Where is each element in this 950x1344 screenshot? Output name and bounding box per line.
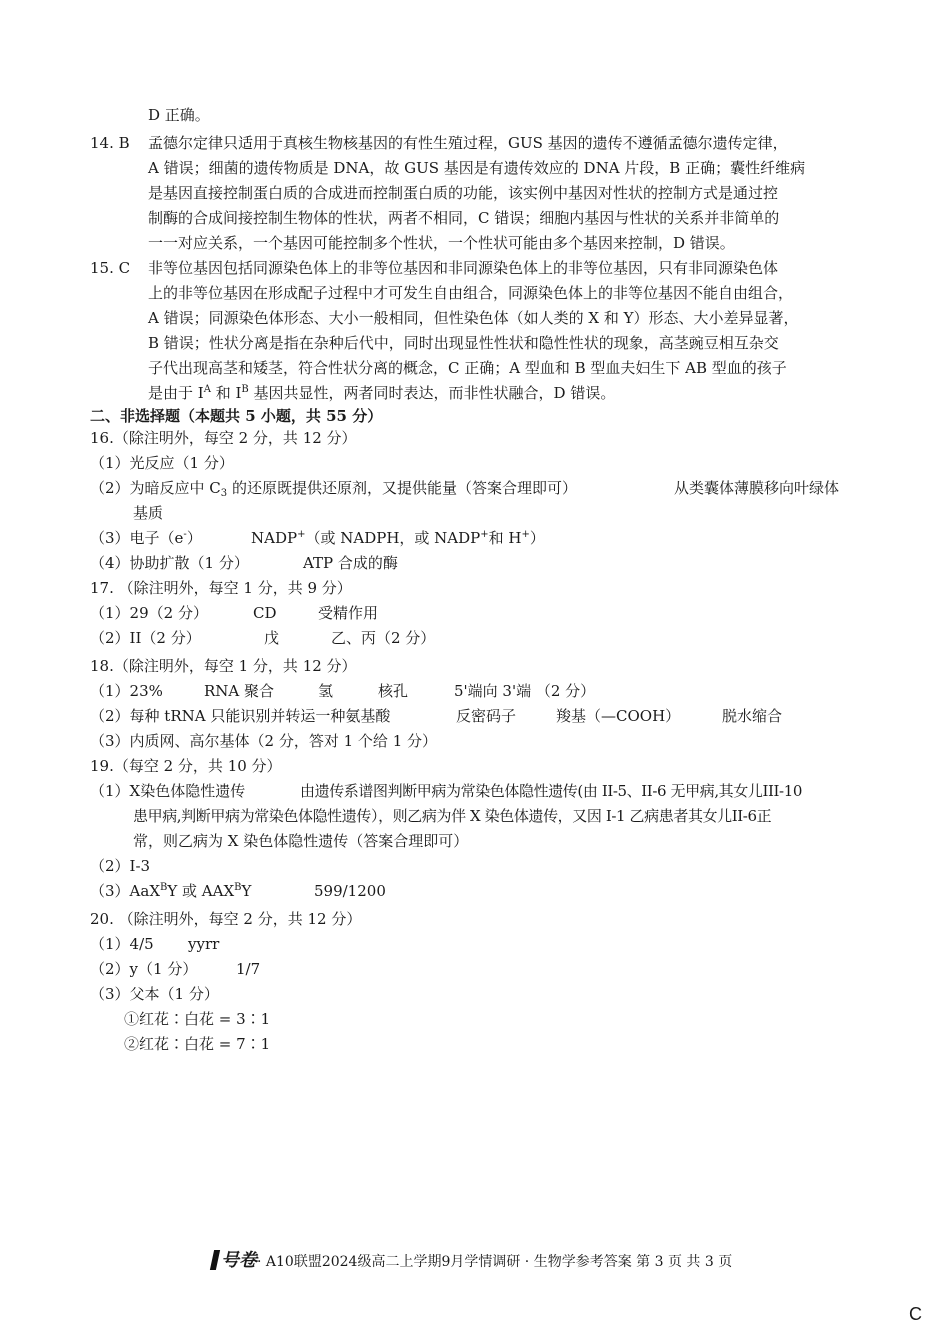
q14-num: 14.: [90, 134, 114, 152]
q18-answer: RNA 聚合: [204, 682, 275, 700]
q16-part4-answer: ATP 合成的酶: [303, 554, 398, 572]
text: ）: [186, 529, 202, 547]
q17-answer: CD: [253, 604, 277, 622]
q19-answer: 599/1200: [314, 882, 386, 900]
q14-line: 制酶的合成间接控制生物体的性状，两者不相同，C 错误；细胞内基因与性状的关系并非简单的: [148, 209, 780, 227]
footer-text: · A10联盟2024级高二上学期9月学情调研 · 生物学参考答案 第 3 页 共 3 页: [257, 1254, 733, 1270]
text: 基因共显性，两者同时表达，而非性状融合，D 错误。: [248, 384, 616, 402]
q16-part2-answer: 从类囊体薄膜移向叶绿体: [674, 479, 840, 497]
q20-result: ②红花∶白花 = 7∶1: [124, 1035, 271, 1053]
q16-part3-answer: [251, 528, 545, 548]
q19-part1-explanation: 常，则乙病为 X 染色体隐性遗传（答案合理即可）: [133, 832, 469, 850]
q17-answer: 受精作用: [318, 604, 379, 622]
q14-line: 一一对应关系，一个基因可能控制多个性状，一个性状可能由多个基因来控制，D 错误。: [148, 234, 735, 252]
q16-part2: [90, 478, 577, 498]
q20-part1: （1）4/5: [90, 935, 154, 953]
q18-answer: 羧基（—COOH）: [556, 707, 681, 725]
q15-line: 子代出现高茎和矮茎，符合性状分离的概念，C 正确；A 型血和 B 型血夫妇生下 AB 型血的孩子: [148, 359, 787, 377]
q14-number: [90, 133, 130, 153]
q20-answer: yyrr: [188, 935, 220, 953]
q19-part3: [90, 881, 251, 901]
text: （或 NADPH，或 NADP: [305, 529, 481, 547]
q18-part3: （3）内质网、高尔基体（2 分，答对 1 个给 1 分）: [90, 732, 438, 750]
q19-part1: （1）X染色体隐性遗传: [90, 782, 246, 800]
q18-answer: 5'端向 3'端 （2 分）: [454, 682, 596, 700]
q15-answer: C: [118, 259, 131, 277]
text: 和 H: [488, 529, 522, 547]
q16-part4: （4）协助扩散（1 分）: [90, 554, 249, 572]
q17-heading: 17. （除注明外，每空 1 分，共 9 分）: [90, 579, 352, 597]
text: NADP: [251, 529, 298, 547]
q17-part1: （1）29（2 分）: [90, 604, 208, 622]
sup: B: [234, 882, 242, 893]
q17-part2: （2）II（2 分）: [90, 629, 201, 647]
q15-line: B 错误；性状分离是指在杂种后代中，同时出现显性性状和隐性性状的现象，高茎豌豆相互杂交: [148, 334, 779, 352]
q16-part1: （1）光反应（1 分）: [90, 454, 234, 472]
sup: +: [297, 529, 306, 540]
q17-answer: 戊: [264, 629, 280, 647]
text: （3）电子（e: [90, 529, 184, 547]
q14-answer: B: [118, 134, 130, 152]
q17-answer: 乙、丙（2 分）: [331, 629, 436, 647]
q18-answer: 脱水缩合: [722, 707, 783, 725]
q14-line: 是基因直接控制蛋白质的合成进而控制蛋白质的功能，该实例中基因对性状的控制方式是通过控: [148, 184, 779, 202]
corner-mark: C: [909, 1304, 922, 1324]
sup: -: [183, 529, 187, 540]
brand-logo: [212, 1246, 257, 1272]
sup: +: [521, 529, 530, 540]
q18-heading: 18.（除注明外，每空 1 分，共 12 分）: [90, 657, 357, 675]
q19-part1-explanation: 患甲病,判断甲病为常染色体隐性遗传），则乙病为伴 X 染色体遗传，又因 I-1 乙病患者其女儿II-6正: [133, 807, 772, 825]
q15-line: 非等位基因包括同源染色体上的非等位基因和非同源染色体上的非等位基因，只有非同源染色体: [148, 259, 779, 277]
q18-answer: 反密码子: [456, 707, 517, 725]
q14-line: 孟德尔定律只适用于真核生物核基因的有性生殖过程，GUS 基因的遗传不遵循孟德尔遗传定律，: [148, 134, 788, 152]
q16-part3: [90, 528, 202, 548]
q13-tail: D 正确。: [148, 106, 210, 124]
text: 和 I: [210, 384, 242, 402]
text: ）: [529, 529, 545, 547]
text: （3）AaX: [90, 882, 160, 900]
q20-answer: 1/7: [236, 960, 261, 978]
q19-part2: （2）I-3: [90, 857, 151, 875]
page-footer: [212, 1246, 732, 1272]
q15-line: [148, 383, 615, 403]
q15-line: 上的非等位基因在形成配子过程中才可发生自由组合，同源染色体上的非等位基因不能自由组合，: [148, 284, 794, 302]
text: Y: [241, 882, 252, 900]
q15-number: [90, 258, 130, 278]
q14-line: A 错误；细菌的遗传物质是 DNA，故 GUS 基因是有遗传效应的 DNA 片段，B 正确；囊性纤维病: [148, 159, 806, 177]
text: Y 或 AAX: [167, 882, 235, 900]
q16-heading: 16.（除注明外，每空 2 分，共 12 分）: [90, 429, 357, 447]
q15-num: 15.: [90, 259, 114, 277]
sup: B: [241, 384, 249, 395]
q15-line: A 错误；同源染色体形态、大小一般相同，但性染色体（如人类的 X 和 Y）形态、大小差异显著，: [148, 309, 799, 327]
q20-result: ①红花∶白花 = 3∶1: [124, 1010, 271, 1028]
sup: A: [203, 384, 211, 395]
sup: B: [160, 882, 168, 893]
text: （2）为暗反应中 C: [90, 479, 221, 497]
sub: 3: [220, 488, 228, 499]
sup: +: [480, 529, 489, 540]
q18-part1: （1）23%: [90, 682, 163, 700]
q20-part2: （2）y（1 分）: [90, 960, 198, 978]
text: 的还原既提供还原剂，又提供能量（答案合理即可）: [227, 479, 577, 497]
section-heading: 二、非选择题（本题共 5 小题，共 55 分）: [90, 407, 383, 425]
q19-part1-explanation: 由遗传系谱图判断甲病为常染色体隐性遗传(由 II-5、II-6 无甲病,其女儿III-10: [300, 782, 803, 800]
q20-heading: 20. （除注明外，每空 2 分，共 12 分）: [90, 910, 362, 928]
q16-part2-cont: 基质: [133, 504, 164, 522]
q18-answer: 氢: [318, 682, 334, 700]
logo-text: 号卷: [221, 1250, 257, 1271]
q20-part3: （3）父本（1 分）: [90, 985, 219, 1003]
q18-answer: 核孔: [378, 682, 409, 700]
q18-part2: （2）每种 tRNA 只能识别并转运一种氨基酸: [90, 707, 391, 725]
text: 是由于 I: [148, 384, 204, 402]
q19-heading: 19.（每空 2 分，共 10 分）: [90, 757, 282, 775]
